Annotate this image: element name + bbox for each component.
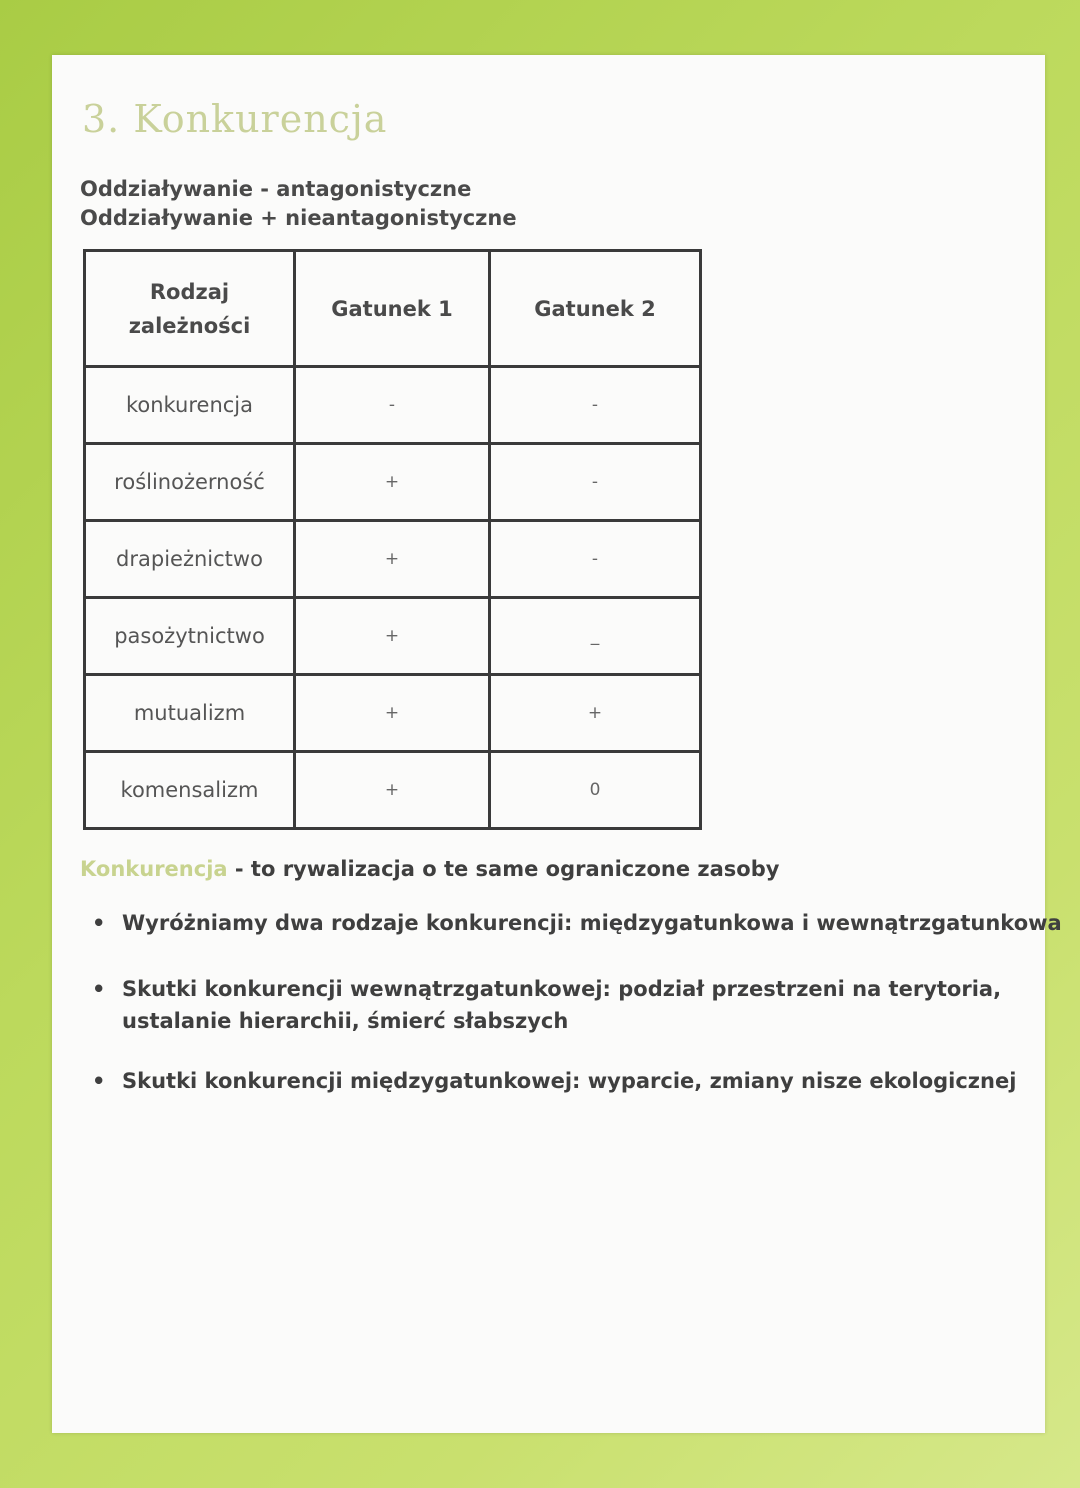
relationship-table — [83, 249, 702, 830]
interaction-definitions — [80, 175, 517, 233]
competition-definition — [80, 857, 779, 881]
row-species2-effect: 0 — [490, 752, 701, 829]
row-species1-effect: + — [295, 444, 490, 521]
row-species2-effect: - — [490, 521, 701, 598]
table-row — [85, 598, 701, 675]
list-item — [80, 1065, 1040, 1097]
table-row — [85, 521, 701, 598]
bullet-icon: • — [92, 1069, 106, 1093]
header-species-2: Gatunek 2 — [490, 251, 701, 367]
competition-facts-list — [80, 907, 1062, 1097]
row-type: drapieżnictwo — [85, 521, 295, 598]
row-type: komensalizm — [85, 752, 295, 829]
table-row — [85, 675, 701, 752]
row-species1-effect: + — [295, 521, 490, 598]
definition-term: Konkurencja — [80, 857, 228, 881]
list-item-text: Skutki konkurencji wewnątrzgatunkowej: podział przestrzeni na terytoria, ustalanie hierarchii, śmierć słabszych — [122, 977, 1002, 1033]
table-row — [85, 444, 701, 521]
table-row — [85, 752, 701, 829]
row-species2-effect: - — [490, 367, 701, 444]
row-species1-effect: + — [295, 598, 490, 675]
row-type: mutualizm — [85, 675, 295, 752]
list-item-text: Skutki konkurencji międzygatunkowej: wyparcie, zmiany nisze ekologicznej — [122, 1069, 1017, 1093]
header-type-line2: zależności — [128, 313, 251, 338]
bullet-icon: • — [92, 911, 106, 935]
table-row — [85, 367, 701, 444]
header-type-line1: Rodzaj — [149, 279, 230, 304]
row-type: roślinożerność — [85, 444, 295, 521]
definition-positive: Oddziaływanie + nieantagonistyczne — [80, 206, 517, 230]
table-header-row — [85, 251, 701, 367]
bullet-icon: • — [92, 977, 106, 1001]
section-heading: 3. Konkurencja — [82, 97, 388, 141]
row-species2-effect: _ — [490, 598, 701, 675]
definition-text: - to rywalizacja o te same ograniczone zasoby — [227, 857, 780, 881]
row-species2-effect: + — [490, 675, 701, 752]
list-item — [80, 973, 1040, 1037]
note-page — [52, 55, 1062, 1433]
row-type: pasożytnictwo — [85, 598, 295, 675]
row-species1-effect: + — [295, 752, 490, 829]
header-species-1: Gatunek 1 — [295, 251, 490, 367]
row-type: konkurencja — [85, 367, 295, 444]
header-relationship-type — [85, 251, 295, 367]
row-species1-effect: - — [295, 367, 490, 444]
definition-negative: Oddziaływanie - antagonistyczne — [80, 177, 472, 201]
list-item-text: Wyróżniamy dwa rodzaje konkurencji: międzygatunkowa i wewnątrzgatunkowa — [122, 911, 1062, 935]
row-species2-effect: - — [490, 444, 701, 521]
row-species1-effect: + — [295, 675, 490, 752]
list-item — [80, 907, 1062, 939]
